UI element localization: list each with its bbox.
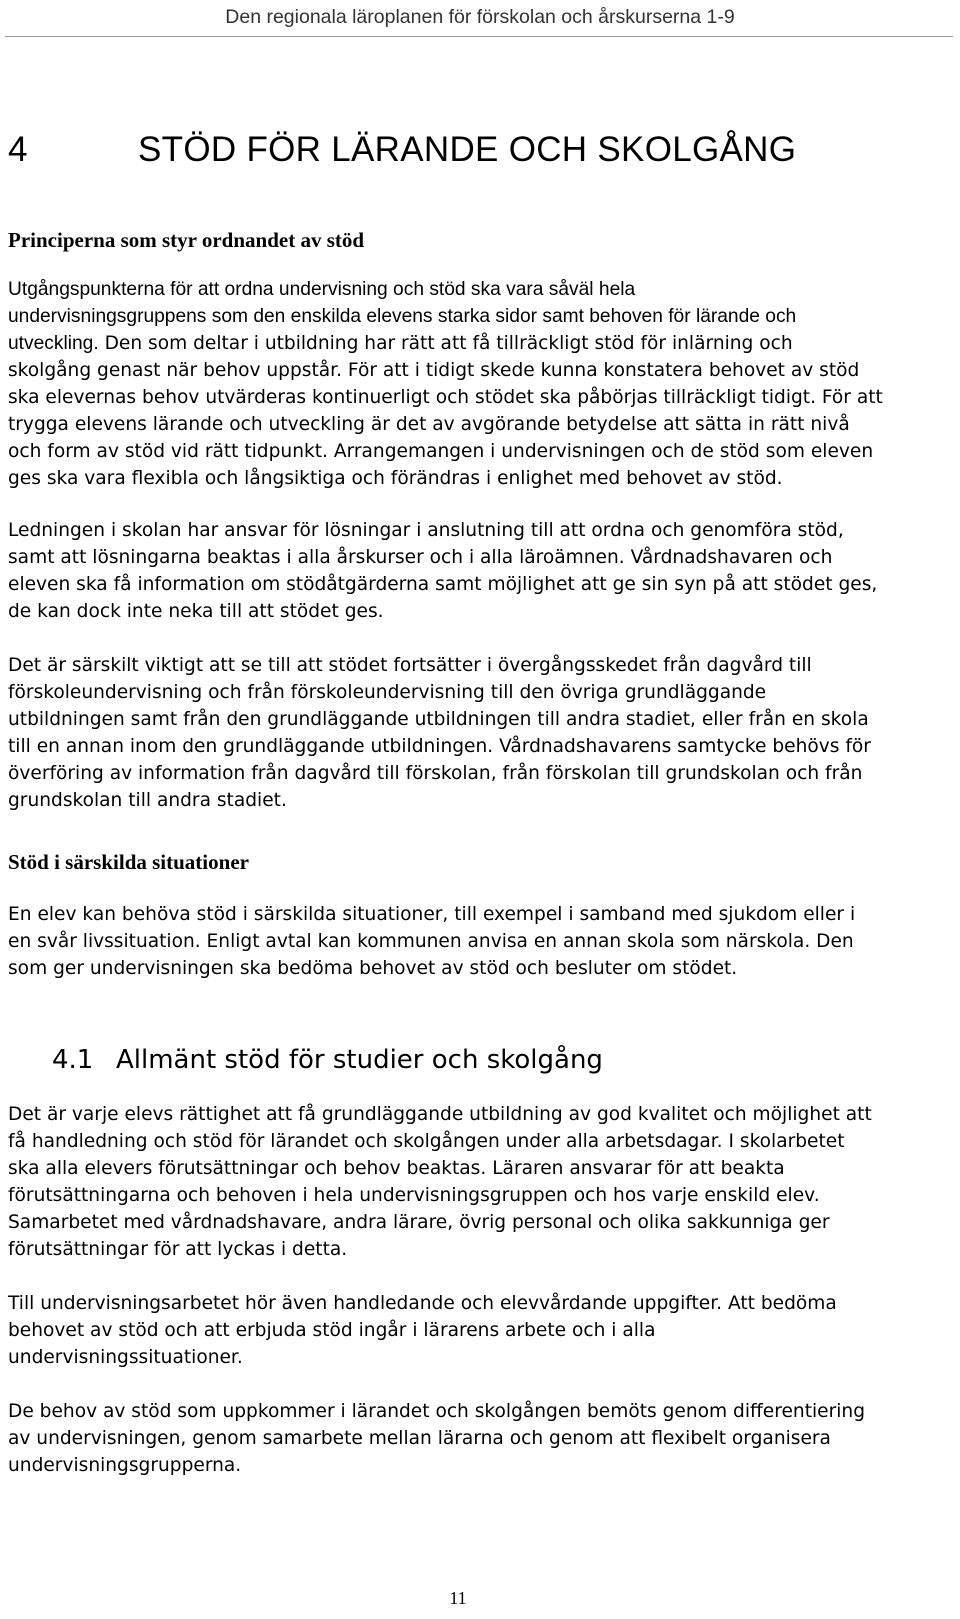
running-header: Den regionala läroplanen för förskolan och årskurserna 1-9 xyxy=(225,6,735,28)
text-line xyxy=(8,330,883,357)
text-line: överföring av information från dagvård till förskolan, från förskolan till grundskolan och från xyxy=(8,763,863,784)
text-line: trygga elevens lärande och utveckling är det av avgörande betydelse att sätta in rätt nivå xyxy=(8,414,850,435)
page-number: 11 xyxy=(449,1588,467,1608)
paragraph-principles-3 xyxy=(8,652,871,814)
section-heading-principles: Principerna som styr ordnandet av stöd xyxy=(8,228,365,252)
text-line: förutsättningarna och behoven i hela undervisningsgruppen och hos varje enskild elev. xyxy=(8,1185,820,1206)
text-line: till en annan inom den grundläggande utbildningen. Vårdnadshavarens samtycke behövs för xyxy=(8,736,871,757)
paragraph-general-support-2 xyxy=(8,1290,837,1371)
paragraph-principles-2 xyxy=(8,517,877,625)
text-line: undervisningsgruppens som den enskilda elevens starka sidor samt behoven för lärande och xyxy=(8,306,797,327)
text-line: utbildningen samt från den grundläggande utbildningen till andra stadiet, eller från en skola xyxy=(8,709,869,730)
text-line: eleven ska få information om stödåtgärderna samt möjlighet att ge sin syn på att stödet ges, xyxy=(8,574,878,595)
text-line: av undervisningen, genom samarbete mellan lärarna och genom att flexibelt organisera xyxy=(8,1428,831,1449)
subchapter-heading xyxy=(52,1040,603,1080)
text-line: Utgångspunkterna för att ordna undervisning och stöd ska vara såväl hela xyxy=(8,279,636,300)
subchapter-title: Allmänt stöd för studier och skolgång xyxy=(116,1045,603,1075)
text-line: undervisningssituationer. xyxy=(8,1347,243,1368)
text-line: få handledning och stöd för lärandet och skolgången under alla arbetsdagar. I skolarbetet xyxy=(8,1131,845,1152)
text-line: Ledningen i skolan har ansvar för lösningar i anslutning till att ordna och genomföra stöd, xyxy=(8,520,844,541)
text-line: ges ska vara flexibla och långsiktiga och förändras i enlighet med behovet av stöd. xyxy=(8,468,783,489)
text-line: grundskolan till andra stadiet. xyxy=(8,790,287,811)
text-line: Det är särskilt viktigt att se till att stödet fortsätter i övergångsskedet från dagvård till xyxy=(8,655,812,676)
text-line: de kan dock inte neka till att stödet ges. xyxy=(8,601,384,622)
text-line: och form av stöd vid rätt tidpunkt. Arrangemangen i undervisningen och de stöd som eleven xyxy=(8,441,874,462)
text-line: ska elevernas behov utvärderas kontinuerligt och stödet ska påbörjas tillräckligt tidigt. För att xyxy=(8,387,883,408)
text-line: behovet av stöd och att erbjuda stöd ingår i lärarens arbete och i alla xyxy=(8,1320,656,1341)
text-line: en svår livssituation. Enligt avtal kan kommunen anvisa en annan skola som närskola. Den xyxy=(8,931,854,952)
subchapter-number: 4.1 xyxy=(52,1045,94,1075)
text-line: förskoleundervisning och från förskoleundervisning till den övriga grundläggande xyxy=(8,682,767,703)
paragraph-principles-1 xyxy=(8,276,883,492)
text-line: skolgång genast när behov uppstår. För att i tidigt skede kunna konstatera behovet av stöd xyxy=(8,360,860,381)
section-heading-special-situations: Stöd i särskilda situationer xyxy=(8,850,249,874)
text-line: ska alla elevers förutsättningar och behov beaktas. Läraren ansvarar för att beakta xyxy=(8,1158,785,1179)
paragraph-general-support-1 xyxy=(8,1101,872,1263)
text-line: Till undervisningsarbetet hör även handledande och elevvårdande uppgifter. Att bedöma xyxy=(8,1293,837,1314)
chapter-heading xyxy=(8,126,796,174)
chapter-number: 4 xyxy=(8,130,28,169)
text-line: Det är varje elevs rättighet att få grundläggande utbildning av god kvalitet och möjlighet att xyxy=(8,1104,872,1125)
text-line: En elev kan behöva stöd i särskilda situationer, till exempel i samband med sjukdom eller i xyxy=(8,904,856,925)
text-line: undervisningsgrupperna. xyxy=(8,1455,242,1476)
text-fragment: utveckling. xyxy=(8,333,99,354)
text-fragment: Den som deltar i utbildning har rätt att få tillräckligt stöd för inlärning och xyxy=(98,333,793,354)
chapter-title: STÖD FÖR LÄRANDE OCH SKOLGÅNG xyxy=(138,130,797,169)
text-line: De behov av stöd som uppkommer i lärandet och skolgången bemöts genom differentiering xyxy=(8,1401,866,1422)
paragraph-special-situations xyxy=(8,901,855,982)
text-line: förutsättningar för att lyckas i detta. xyxy=(8,1239,348,1260)
text-line: som ger undervisningen ska bedöma behovet av stöd och besluter om stödet. xyxy=(8,958,738,979)
text-line: Samarbetet med vårdnadshavare, andra lärare, övrig personal och olika sakkunniga ger xyxy=(8,1212,830,1233)
text-line: samt att lösningarna beaktas i alla årskurser och i alla läroämnen. Vårdnadshavaren och xyxy=(8,547,833,568)
paragraph-general-support-3 xyxy=(8,1398,865,1479)
header-divider xyxy=(5,36,953,37)
